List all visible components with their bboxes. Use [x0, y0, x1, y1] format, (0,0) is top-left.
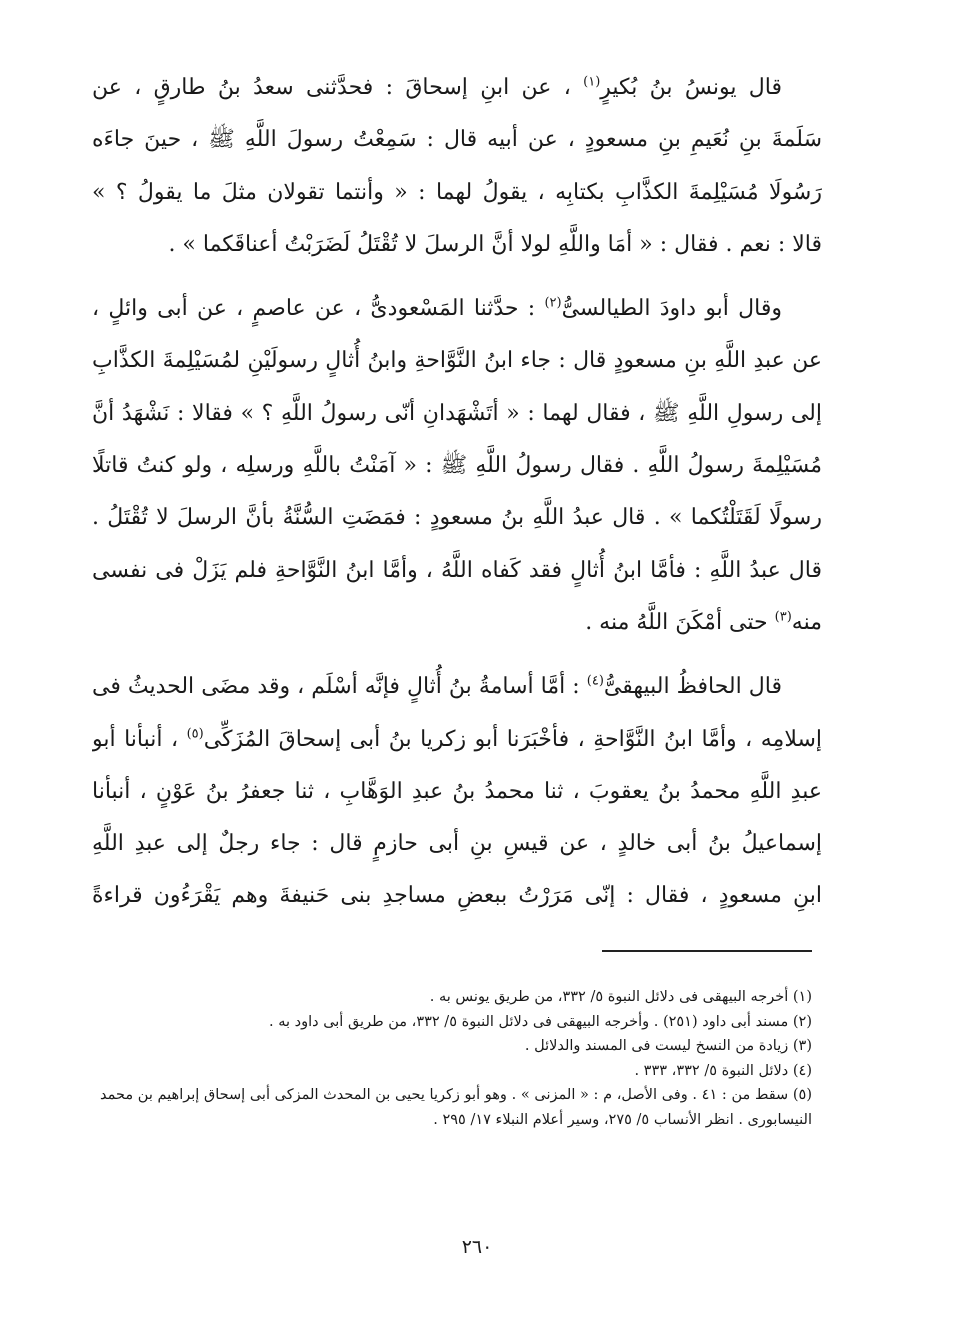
text-line — [92, 597, 822, 649]
text-segment: منه — [791, 609, 822, 635]
footnote-marker-2: (٢) — [544, 295, 562, 311]
footnote-4: (٤) دلائل النبوة ٥/ ٣٣٢، ٣٣٣ . — [634, 1062, 812, 1079]
paragraph-1 — [92, 62, 822, 271]
text-line — [92, 714, 822, 766]
text-segment: قال يونسُ بنُ بُكيرٍ — [600, 75, 783, 100]
footnote-5: (٥) سقط من : ٤١ . وفى الأصل، م : « المزنى » . وهو أبو زكريا يحيى بن المحدث المزكى أبى إسحاق إبراهيم بن محمد النيسابورى . انظر الأنساب ٥/ ٢٧٥، وسير أعلام النبلاء ١٧/ ٢٩٥ . — [100, 1087, 812, 1128]
text-line: إسماعيلُ بنُ أبى خالدٍ ، عن قيسِ بنِ أبى حازمٍ قال : جاء رجلٌ إلى عبدِ اللَّهِ — [92, 831, 822, 857]
footnotes — [100, 985, 812, 1132]
paragraph-3 — [92, 661, 822, 922]
page-number: ٢٦٠ — [461, 1236, 493, 1258]
text-line: سَلَمةَ بنِ نُعَيمِ بنِ مسعودٍ ، عن أبيه قال : سَمِعْتُ رسولَ اللَّهِ ﷺ ، حينَ جاءَه — [92, 127, 822, 153]
text-segment: قال الحافظُ البيهقىُّ — [603, 674, 782, 700]
text-segment: : حدَّثنا المَسْعودىُّ ، عن عاصمٍ ، عن أبى وائلٍ ، — [92, 296, 536, 322]
text-line: رَسُولَا مُسَيْلِمةَ الكذَّابِ بكتابِه ، يقولُ لهما : « وأنتما تقولان مثلَ ما يقولُ ؟ » — [92, 179, 822, 205]
footnote-1: (١) أخرجه البيهقى فى دلائل النبوة ٥/ ٣٣٢، من طريق يونس به . — [429, 989, 812, 1005]
text-segment: وقال أبو داودَ الطيالسىُّ — [561, 296, 783, 322]
main-text — [92, 62, 822, 923]
text-segment: ، أنبأنا أبو — [92, 726, 179, 752]
footnote-separator — [602, 950, 812, 952]
text-line: قالا : نعم . فقال : « أمَا واللَّهِ لولا أنَّ الرسلَ لا تُقْتَلُ لَضَرَبْتُ أعناقَكما » . — [168, 231, 822, 257]
footnote-3: (٣) زيادة من النسخ ليست فى المسند والدلائل . — [524, 1038, 812, 1054]
text-segment: حتى أمْكَنَ اللَّهُ منه . — [585, 609, 768, 635]
text-segment: إسلامِه ، وأمَّا ابنُ النَّوَّاحةِ ، فأخْبَرَنا أبو زكريا بنُ أبى إسحاقَ المُزَكِّى — [203, 726, 822, 752]
text-line: قال عبدُ اللَّهِ : فأمَّا ابنُ أُثالٍ فقد كَفاه اللَّهُ ، وأمَّا ابنُ النَّوَّاحةِ فلم يَزَلْ فى نفسى — [92, 557, 822, 583]
text-line — [92, 283, 822, 335]
text-line: مُسَيْلِمةَ رسولُ اللَّهِ . فقال رسولُ اللَّهِ ﷺ : « آمَنْتُ باللَّهِ ورسلِه ، ولو كنتُ قاتلًا — [92, 453, 822, 479]
footnote-marker-1: (١) — [583, 74, 601, 90]
text-line — [92, 661, 822, 713]
text-line: إلى رسولِ اللَّهِ ﷺ ، فقال لهما : « أتَشْهَدانِ أنّى رسولُ اللَّهِ ؟ » فقالا : نَشْهَدُ أنَّ — [92, 400, 822, 426]
text-line: عن عبدِ اللَّهِ بنِ مسعودٍ قال : جاء ابنُ النَّوَّاحةِ وابنُ أُثالٍ رسولَيْنِ لمُسَيْلِمةَ الكذَّابِ — [92, 348, 822, 374]
text-line: رسولًا لَقَتَلْتُكما » . قال عبدُ اللَّهِ بنُ مسعودٍ : فمَضَتِ السُّنَّةُ بأنَّ الرسلَ لا تُقْتَلُ . — [92, 505, 822, 531]
text-segment: : أمَّا أسامةُ بنُ أُثالٍ فإنَّه أسْلَم ، وقد مضَى الحديثُ فى — [92, 674, 580, 700]
text-line: ابنِ مسعودٍ ، فقال : إنّى مَرَرْتُ ببعضِ مساجدِ بنى حَنيفةَ وهم يَقْرَءُون قراءةً — [92, 883, 822, 909]
text-segment: ، عن ابنِ إسحاقَ : فحدَّثنى سعدُ بنُ طارقٍ ، عن — [92, 75, 571, 100]
text-line — [92, 62, 822, 114]
footnote-marker-3: (٣) — [774, 609, 792, 625]
footnote-marker-5: (٥) — [186, 726, 204, 742]
text-line: عبدِ اللَّهِ محمدُ بنُ يعقوبَ ، ثنا محمدُ بنُ عبدِ الوَهَّابِ ، ثنا جعفرُ بنُ عَوْنٍ ، أنبأنا — [92, 778, 822, 804]
paragraph-2 — [92, 283, 822, 649]
footnote-2: (٢) مسند أبى داود (٢٥١) . وأخرجه البيهقى فى دلائل النبوة ٥/ ٣٣٢، من طريق أبى داود به . — [269, 1013, 812, 1030]
footnote-marker-4: (٤) — [586, 673, 604, 689]
